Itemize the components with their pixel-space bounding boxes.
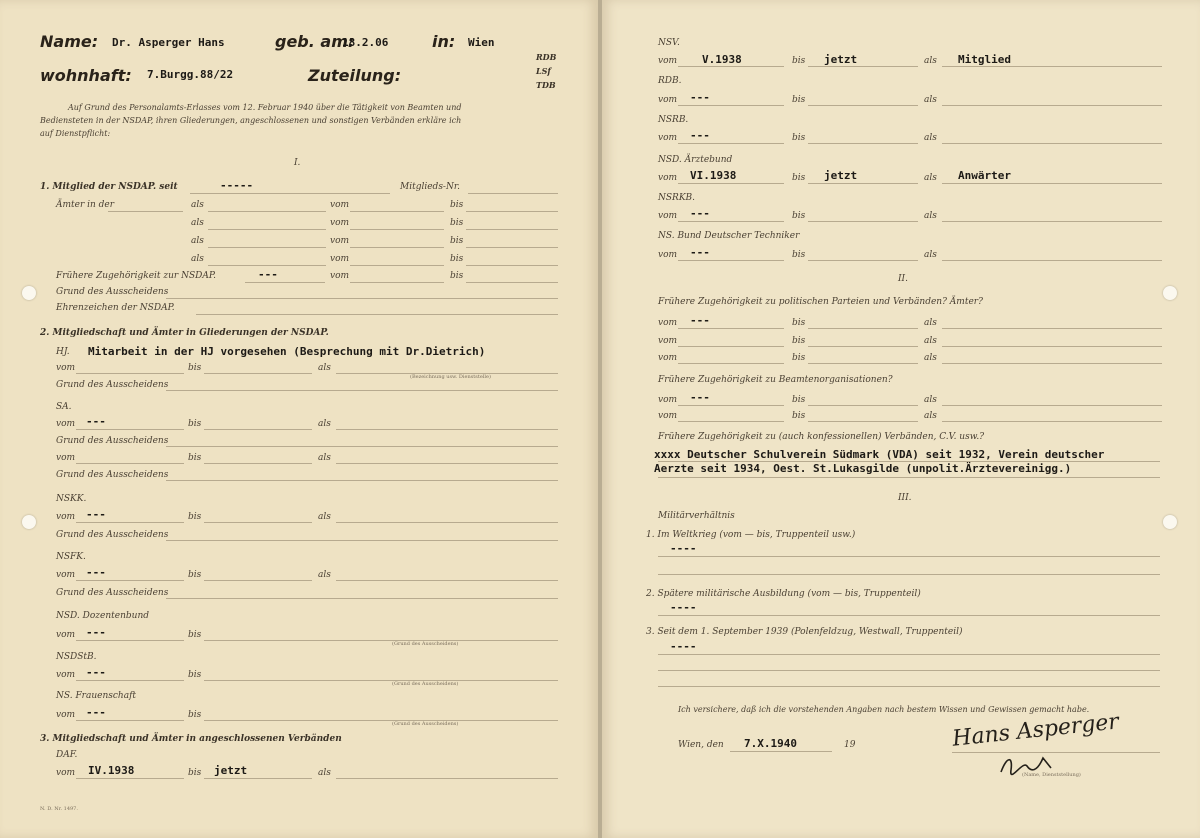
vom-label: vom [658, 56, 678, 66]
right-page [602, 0, 1200, 838]
signature-caption: (Name, Dienststellung) [1022, 772, 1081, 778]
nsfk-value: --- [86, 566, 106, 579]
als-label: als [924, 336, 937, 346]
als-label: als [318, 512, 331, 522]
residence-value: 7.Burgg.88/22 [147, 68, 234, 81]
rdb-from: --- [690, 91, 710, 104]
vom-label: vom [658, 211, 678, 221]
sa-label: SA. [56, 402, 72, 412]
officials-question: Frühere Zugehörigkeit zu Beamtenorganisationen? [658, 375, 893, 385]
aerztebund-from: VI.1938 [690, 169, 737, 182]
form-number: N. D. Nr. 1497. [40, 806, 78, 812]
reason-label: Grund des Ausscheidens [56, 588, 169, 598]
als-label: als [191, 254, 204, 264]
bis-label: bis [188, 363, 202, 373]
bis-label: bis [792, 411, 806, 421]
nsv-label: NSV. [658, 38, 680, 48]
military-q1: 1. Im Weltkrieg (vom — bis, Truppenteil usw.) [646, 530, 856, 540]
bis-label: bis [450, 254, 464, 264]
vom-label: vom [658, 336, 678, 346]
vom-label: vom [56, 419, 76, 429]
military-q3: 3. Seit dem 1. September 1939 (Polenfeldzug, Westwall, Truppenteil) [646, 627, 963, 637]
bis-label: bis [792, 133, 806, 143]
aerztebund-as: Anwärter [958, 169, 1011, 182]
officials-value: --- [690, 391, 710, 404]
vom-label: vom [658, 395, 678, 405]
nsv-as: Mitglied [958, 53, 1011, 66]
punch-hole [22, 515, 36, 529]
confessional-question: Frühere Zugehörigkeit zu (auch konfessionellen) Verbänden, C.V. usw.? [658, 432, 985, 442]
vom-label: vom [658, 353, 678, 363]
bis-label: bis [792, 211, 806, 221]
daf-to-value: jetzt [214, 764, 248, 777]
confessional-answer-line: xxxx Deutscher Schulverein Südmark (VDA) seit 1932, Verein deutscher [654, 448, 1105, 461]
als-label: als [191, 200, 204, 210]
section-heading: I. [294, 158, 301, 168]
nskk-label: NSKK. [56, 494, 87, 504]
bis-label: bis [792, 336, 806, 346]
bis-label: bis [792, 250, 806, 260]
als-label: als [318, 363, 331, 373]
nsrb-from: --- [690, 129, 710, 142]
military-q1-answer: ---- [670, 542, 697, 555]
stamp-line: RDB [536, 52, 557, 62]
born-value: 18.2.06 [342, 36, 389, 49]
vom-label: vom [658, 133, 678, 143]
birthplace-value: Wien [468, 36, 495, 49]
bis-label: bis [450, 218, 464, 228]
member-no-label: Mitglieds-Nr. [400, 182, 461, 192]
vom-label: vom [330, 271, 350, 281]
bis-label: bis [188, 768, 202, 778]
vom-label: vom [330, 218, 350, 228]
left-page [0, 0, 598, 838]
stamp-line: LSf [536, 66, 551, 76]
q2-label: 2. Mitgliedschaft und Ämter in Gliederungen der NSDAP. [40, 328, 329, 338]
nsdstb-value: --- [86, 666, 106, 679]
vom-label: vom [330, 236, 350, 246]
als-label: als [924, 173, 937, 183]
intro-line: auf Dienstpflicht: [40, 129, 111, 138]
vom-label: vom [56, 570, 76, 580]
dozentenbund-value: --- [86, 626, 106, 639]
bis-label: bis [188, 512, 202, 522]
reason-note: (Grund des Ausscheidens) [392, 641, 459, 647]
als-label: als [318, 768, 331, 778]
q1-label: 1. Mitglied der NSDAP. seit [40, 182, 178, 192]
former-label: Frühere Zugehörigkeit zur NSDAP. [56, 271, 216, 281]
aerztebund-label: NSD. Ärztebund [658, 155, 733, 165]
year-suffix: 19 [844, 740, 856, 750]
nsrkb-from: --- [690, 207, 710, 220]
military-q3-answer: ---- [670, 640, 697, 653]
als-label: als [924, 395, 937, 405]
place-date-label: Wien, den [678, 740, 724, 750]
als-label: als [924, 250, 937, 260]
military-q2: 2. Spätere militärische Ausbildung (vom — bis, Truppenteil) [646, 589, 921, 599]
vom-label: vom [56, 512, 76, 522]
reason-note: (Grund des Ausscheidens) [392, 681, 459, 687]
punch-hole [1163, 286, 1177, 300]
bis-label: bis [188, 419, 202, 429]
nskk-value: --- [86, 508, 106, 521]
als-label: als [924, 353, 937, 363]
hj-label: HJ. [56, 347, 70, 357]
techniker-from: --- [690, 246, 710, 259]
vom-label: vom [658, 95, 678, 105]
vom-label: vom [56, 453, 76, 463]
q3-label: 3. Mitgliedschaft und Ämter in angeschlossenen Verbänden [40, 734, 342, 744]
q1-value: ----- [220, 179, 254, 192]
section-heading: II. [898, 274, 908, 284]
als-label: als [318, 453, 331, 463]
hj-value: Mitarbeit in der HJ vorgesehen (Besprechung mit Dr.Dietrich) [88, 345, 486, 358]
vom-label: vom [330, 254, 350, 264]
vom-label: vom [330, 200, 350, 210]
nsrb-label: NSRB. [658, 115, 689, 125]
reason-label: Grund des Ausscheidens [56, 380, 169, 390]
offices-label: Ämter in der [56, 200, 115, 210]
bis-label: bis [188, 453, 202, 463]
bis-label: bis [188, 570, 202, 580]
bis-label: bis [450, 236, 464, 246]
bis-label: bis [188, 670, 202, 680]
als-label: als [924, 411, 937, 421]
bis-label: bis [450, 271, 464, 281]
name-value: Dr. Asperger Hans [112, 36, 225, 49]
date-value: 7.X.1940 [744, 737, 797, 750]
als-label: als [318, 570, 331, 580]
residence-label: wohnhaft: [40, 66, 132, 85]
als-label: als [924, 318, 937, 328]
intro-line: Bediensteten in der NSDAP, ihren Gliederungen, angeschlossenen und sonstigen Verbänden erkläre ich [40, 116, 462, 125]
nsdstb-label: NSDStB. [56, 652, 97, 662]
bis-label: bis [792, 318, 806, 328]
military-q2-answer: ---- [670, 601, 697, 614]
bis-label: bis [450, 200, 464, 210]
name-label: Name: [40, 32, 99, 51]
rdb-label: RDB. [658, 76, 682, 86]
former-value: --- [258, 268, 278, 281]
nsv-to: jetzt [824, 53, 858, 66]
hj-note: (Bezeichnung usw. Dienststelle) [410, 374, 491, 380]
reason-label: Grund des Ausscheidens [56, 530, 169, 540]
sa-value: --- [86, 415, 106, 428]
parties-value: --- [690, 314, 710, 327]
bis-label: bis [188, 710, 202, 720]
vom-label: vom [658, 411, 678, 421]
vom-label: vom [658, 173, 678, 183]
honor-label: Ehrenzeichen der NSDAP. [56, 303, 175, 313]
bis-label: bis [792, 173, 806, 183]
als-label: als [318, 419, 331, 429]
nsrkb-label: NSRKB. [658, 193, 696, 203]
intro-line: Auf Grund des Personalamts-Erlasses vom 12. Februar 1940 über die Tätigkeit von Beamten und [68, 103, 462, 112]
born-label: geb. am: [275, 32, 355, 51]
bis-label: bis [188, 630, 202, 640]
signature: Hans Asperger [951, 709, 1121, 752]
confessional-answer-line: Aerzte seit 1934, Oest. St.Lukasgilde (unpolit.Ärztevereinigg.) [654, 462, 1072, 475]
bis-label: bis [792, 395, 806, 405]
declaration: Ich versichere, daß ich die vorstehenden Angaben nach bestem Wissen und Gewissen gemacht habe. [678, 705, 1090, 714]
parties-question: Frühere Zugehörigkeit zu politischen Parteien und Verbänden? Ämter? [658, 297, 983, 307]
als-label: als [924, 95, 937, 105]
punch-hole [22, 286, 36, 300]
reason-note: (Grund des Ausscheidens) [392, 721, 459, 727]
bis-label: bis [792, 353, 806, 363]
daf-from-value: IV.1938 [88, 764, 135, 777]
vom-label: vom [56, 630, 76, 640]
als-label: als [924, 211, 937, 221]
stamp-line: TDB [536, 80, 556, 90]
military-heading: Militärverhältnis [658, 511, 735, 521]
als-label: als [924, 56, 937, 66]
section-heading: III. [898, 493, 912, 503]
bis-label: bis [792, 95, 806, 105]
vom-label: vom [56, 768, 76, 778]
nsfk-label: NSFK. [56, 552, 86, 562]
dozentenbund-label: NSD. Dozentenbund [56, 611, 150, 621]
nsv-from: V.1938 [702, 53, 742, 66]
assignment-label: Zuteilung: [308, 66, 402, 85]
bis-label: bis [792, 56, 806, 66]
reason-label: Grund des Ausscheidens [56, 470, 169, 480]
daf-label: DAF. [56, 750, 78, 760]
aerztebund-to: jetzt [824, 169, 858, 182]
frauenschaft-value: --- [86, 706, 106, 719]
birthplace-label: in: [432, 32, 456, 51]
vom-label: vom [56, 670, 76, 680]
techniker-label: NS. Bund Deutscher Techniker [658, 231, 800, 241]
vom-label: vom [56, 363, 76, 373]
vom-label: vom [658, 250, 678, 260]
als-label: als [924, 133, 937, 143]
vom-label: vom [56, 710, 76, 720]
reason-label: Grund des Ausscheidens [56, 287, 169, 297]
als-label: als [191, 236, 204, 246]
als-label: als [191, 218, 204, 228]
reason-label: Grund des Ausscheidens [56, 436, 169, 446]
punch-hole [1163, 515, 1177, 529]
frauenschaft-label: NS. Frauenschaft [56, 691, 137, 701]
vom-label: vom [658, 318, 678, 328]
